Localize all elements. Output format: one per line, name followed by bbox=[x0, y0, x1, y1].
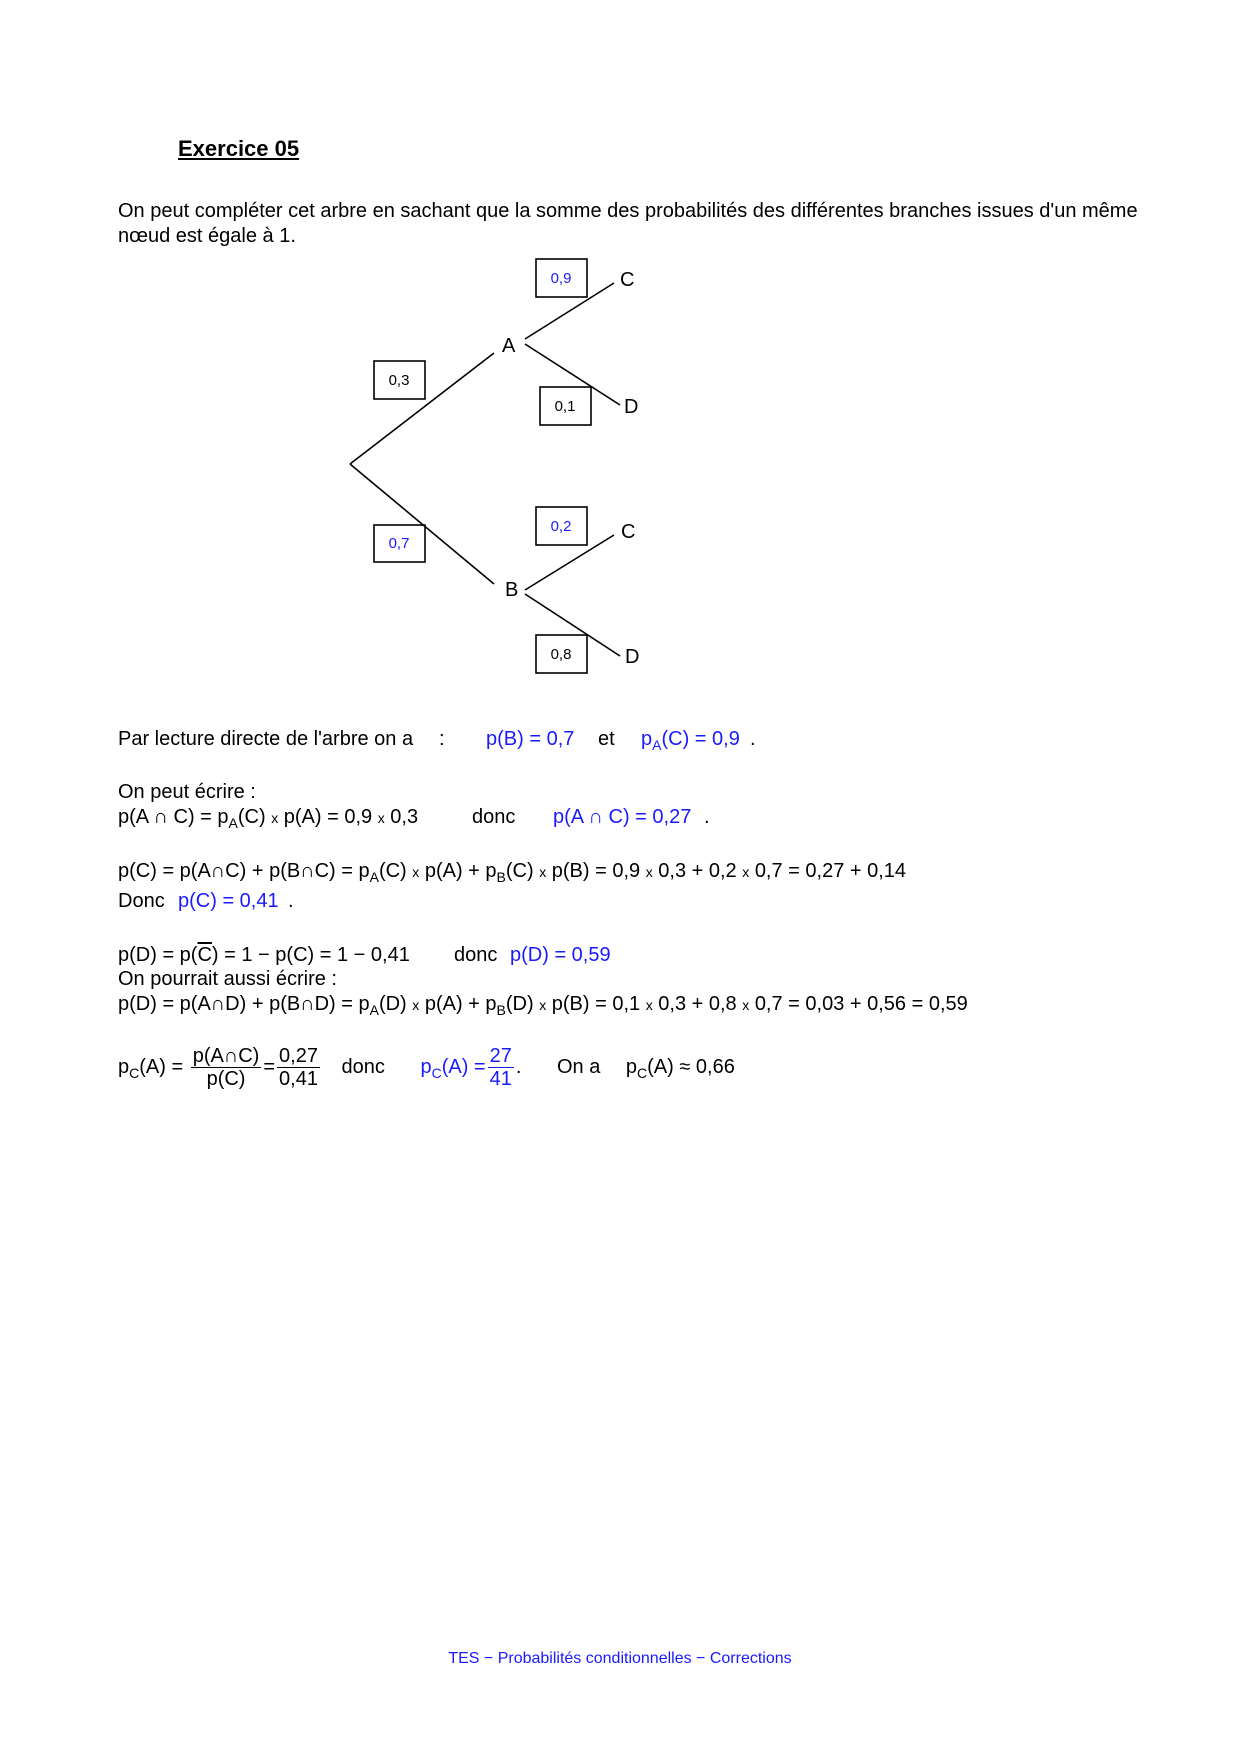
branch-A-C bbox=[525, 283, 614, 339]
pd-result: p(D) = 0,59 bbox=[510, 944, 611, 966]
node-BC-label: C bbox=[621, 521, 636, 543]
weight-BD: 0,8 bbox=[550, 646, 572, 663]
total-probability-d: p(D) = p(A∩D) + p(B∩D) = $p_A(D)$ x $p(A) + p_B(D)$ x p(B) = 0,1 x 0,3 + 0,8 x 0,7 = 0,03 + 0,56 = 0,59 bbox=[118, 993, 968, 1018]
pc-a-result: $p_C(A)$ = $\frac{27}{41}$ bbox=[420, 1045, 512, 1090]
alternative-text: On pourrait aussi écrire : bbox=[118, 968, 337, 990]
pa-c-value: $p_A(C) = 0,9$ bbox=[641, 728, 740, 753]
fraction-numeric: $\frac{0,27}{0,41}$ bbox=[279, 1045, 318, 1090]
total-probability-c: p(C) = p(A∩C) + p(B∩C) = $p_A(C)$ x $p(A) + p_B(C)$ x p(B) = 0,9 x 0,3 + 0,2 x 0,7 = 0,27 + 0,14 bbox=[118, 860, 907, 885]
direct-reading-text: Par lecture directe de l'arbre on a bbox=[118, 728, 414, 750]
branch-root-B bbox=[350, 464, 494, 584]
line5-dot: . bbox=[288, 890, 294, 912]
page-footer: TES − Probabilités conditionnelles − Corrections bbox=[448, 1650, 792, 1667]
intro-paragraph: On peut compléter cet arbre en sachant que la somme des probabilités des différentes branches issues d'un même nœud est égale à 1. bbox=[118, 200, 1138, 247]
exercise-title: Exercice 05 bbox=[178, 136, 300, 161]
pc-a-approx: $p_C(A) \approx 0,66$ bbox=[625, 1055, 735, 1081]
node-BD-label: D bbox=[625, 646, 640, 668]
branch-B-C bbox=[525, 535, 614, 590]
node-AD-label: D bbox=[624, 396, 639, 418]
node-B-label: B bbox=[505, 579, 519, 601]
complement-formula: $p(D) = p(\overline{C}) = 1 - p(C) = 1 - 0,41$ bbox=[118, 944, 410, 966]
node-AC-label: C bbox=[620, 269, 635, 291]
probability-tree bbox=[0, 0, 1240, 700]
bayes-formula: $p_C(A)$ = $\frac{p(A\cap C)}{p(C)}$ = $\frac{0,27}{0,41}$ donc $p_C(A)$ = $\frac{27}{41}$ . On a $p_C(A) \approx 0,66$ bbox=[118, 1045, 735, 1090]
on-peut-ecrire: On peut écrire : bbox=[118, 781, 256, 803]
weight-A: 0,3 bbox=[388, 372, 410, 389]
et-word: et bbox=[598, 728, 615, 750]
branch-B-D bbox=[525, 594, 620, 656]
weight-B: 0,7 bbox=[388, 535, 410, 552]
fraction-intersection-over-pc: $\frac{p(A\cap C)}{p(C)}$ bbox=[192, 1045, 260, 1090]
line1-dot: . bbox=[750, 728, 756, 750]
weight-AD: 0,1 bbox=[554, 398, 576, 415]
branch-root-A bbox=[350, 353, 494, 464]
donc-word-2: Donc bbox=[118, 890, 165, 912]
node-A-label: A bbox=[502, 335, 516, 357]
pb-value: p(B) = 0,7 bbox=[486, 728, 575, 750]
intersection-formula: p(A ∩ $C) = p_A(C)$ x p(A) = 0,9 x 0,3 bbox=[118, 806, 419, 831]
fraction-result: $\frac{27}{41}$ bbox=[489, 1045, 512, 1090]
colon: : bbox=[439, 728, 445, 750]
line3-dot: . bbox=[704, 806, 710, 828]
donc-word: donc bbox=[472, 806, 516, 828]
weight-BC: 0,2 bbox=[550, 518, 572, 535]
donc-word-3: donc bbox=[454, 944, 498, 966]
pc-result: p(C) = 0,41 bbox=[178, 890, 279, 912]
intersection-result: p(A ∩ C) = 0,27 bbox=[553, 806, 692, 828]
weight-AC: 0,9 bbox=[550, 270, 572, 287]
